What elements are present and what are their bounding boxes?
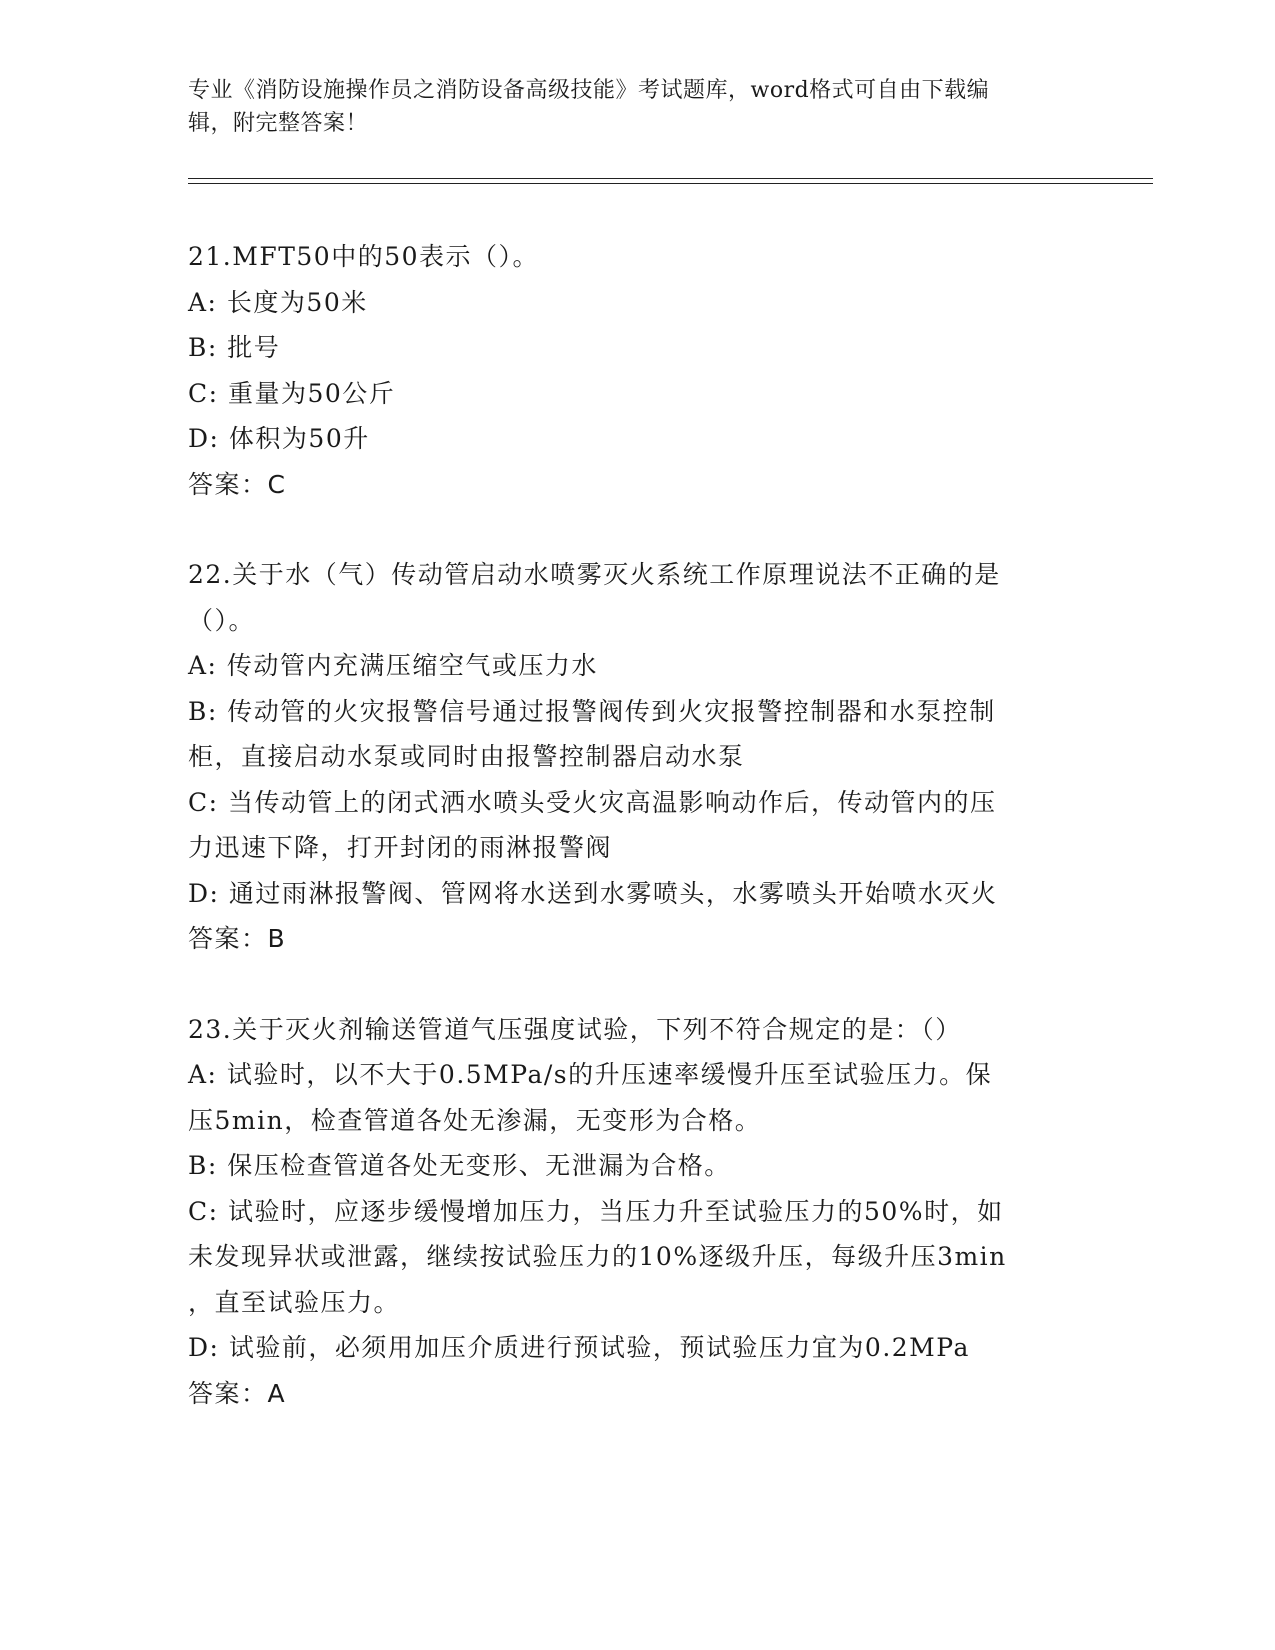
answer-option: C: 重量为50公斤: [188, 378, 396, 408]
answer-option: B: 保压检查管道各处无变形、无泄漏为合格。: [188, 1151, 731, 1180]
correct-answer: 答案：C: [188, 469, 287, 499]
answer-option: 力迅速下降，打开封闭的雨淋报警阀: [188, 833, 613, 862]
answer-option: D: 体积为50升: [188, 424, 370, 453]
answer-option: D: 通过雨淋报警阀、管网将水送到水雾喷头，水雾喷头开始喷水灭火: [188, 878, 998, 908]
header-line: 辑，附完整答案！: [188, 111, 369, 136]
document-header: [188, 74, 1088, 140]
correct-answer: 答案：A: [188, 1378, 287, 1408]
answer-option: A: 长度为50米: [188, 287, 368, 317]
question-stem: 23.关于灭火剂输送管道气压强度试验，下列不符合规定的是：（）: [188, 1014, 962, 1044]
question-list: [188, 234, 1088, 1461]
answer-option: C: 试验时，应逐步缓慢增加压力，当压力升至试验压力的50%时，如: [188, 1196, 1004, 1226]
header-line: 专业《消防设施操作员之消防设备高级技能》考试题库，word格式可自由下载编: [188, 78, 990, 103]
answer-option: 柜，直接启动水泵或同时由报警控制器启动水泵: [188, 742, 745, 771]
answer-option: B: 传动管的火灾报警信号通过报警阀传到火灾报警控制器和水泵控制: [188, 696, 996, 726]
answer-option: A: 试验时，以不大于0.5MPa/s的升压速率缓慢升压至试验压力。保: [188, 1060, 993, 1089]
answer-option: C: 当传动管上的闭式洒水喷头受火灾高温影响动作后，传动管内的压: [188, 787, 997, 817]
answer-option: A: 传动管内充满压缩空气或压力水: [188, 651, 598, 680]
question-block: [188, 552, 1088, 962]
question-stem: （）。: [188, 605, 256, 635]
question-block: [188, 234, 1088, 507]
question-stem: 22.关于水（气）传动管启动水喷雾灭火系统工作原理说法不正确的是: [188, 560, 1001, 589]
header-divider: [188, 178, 1153, 179]
answer-option: B: 批号: [188, 333, 281, 362]
question-block: [188, 1007, 1088, 1417]
answer-option: D: 试验前，必须用加压介质进行预试验，预试验压力宜为0.2MPa: [188, 1333, 970, 1362]
answer-option: 压5min，检查管道各处无渗漏，无变形为合格。: [188, 1105, 762, 1135]
correct-answer: 答案：B: [188, 924, 287, 953]
question-stem: 21.MFT50中的50表示（）。: [188, 242, 540, 271]
answer-option: ，直至试验压力。: [188, 1287, 401, 1317]
header-divider: [188, 183, 1153, 184]
answer-option: 未发现异状或泄露，继续按试验压力的10%逐级升压，每级升压3min: [188, 1242, 1007, 1271]
